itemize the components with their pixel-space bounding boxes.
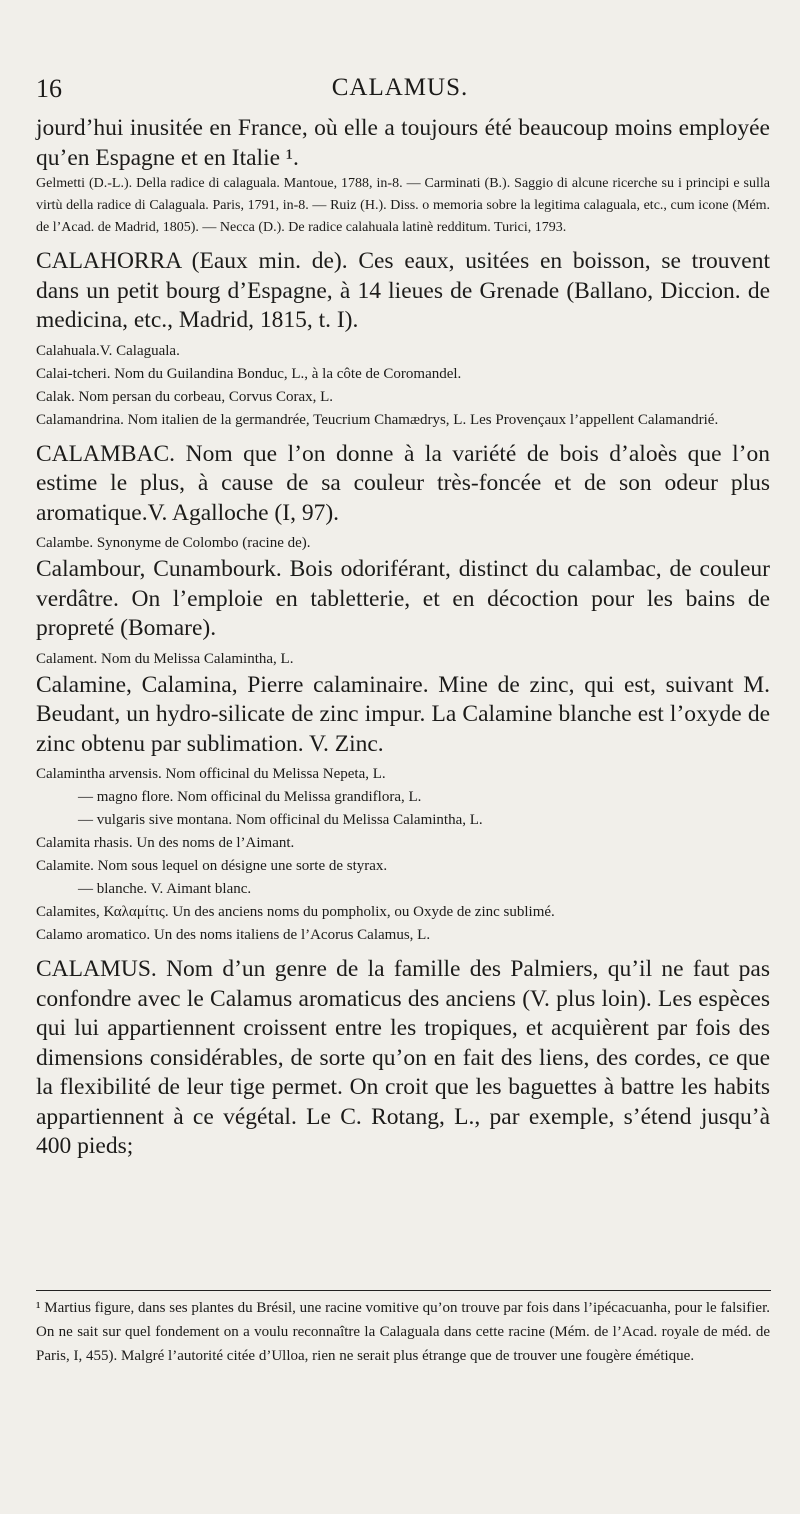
main-text xyxy=(36,114,770,1162)
footnote: ¹ Martius figure, dans ses plantes du Brésil, une racine vomitive qu’on trouve par fois dans l’ipécacuanha, pour le falsifier. On ne sait sur quel fondement on a voulu reconnaître la Calaguala dans cette racine (Mém. de l’Acad. royale de méd. de Paris, I, 455). Malgré l’autorité citée d’Ulloa, rien ne serait plus étrange que de trouver une fougère émétique. xyxy=(36,1300,770,1364)
page-number: 16 xyxy=(36,74,62,103)
entry-calamita-rhasis: Calamita rhasis. Un des noms de l’Aimant. xyxy=(36,835,295,851)
footnote-rule xyxy=(36,1290,771,1291)
entry-calambour: Calambour, Cunambourk. Bois odoriférant, distinct du calambac, de couleur verdâtre. On l’emploie en tabletterie, et en décoction pour les bains de propreté (Bomare). xyxy=(36,556,770,641)
entry-calamus: CALAMUS. Nom d’un genre de la famille des Palmiers, qu’il ne faut pas confondre avec le Calamus aromaticus des anciens (V. plus loin). Les espèces qui lui appartiennent croissent entre les tropiques, et acquièrent par fois des dimensions considérables, de sorte qu’on en fait des liens, des cordes, ce que la flexibilité de leur tige permet. On croit que les baguettes à battre les habits appartiennent à ce végétal. Le C. Rotang, L., par exemple, s’étend jusqu’à 400 pieds; xyxy=(36,956,770,1159)
entry-calamites: Calamites, Καλαμίτις. Un des anciens noms du pompholix, ou Oxyde de zinc sublimé. xyxy=(36,904,555,920)
entry-calamintha-arvensis: Calamintha arvensis. Nom officinal du Melissa Nepeta, L. xyxy=(36,766,386,782)
page-header xyxy=(0,74,800,114)
entry-calahuala: Calahuala.V. Calaguala. xyxy=(36,342,180,359)
entry-calamandrina: Calamandrina. Nom italien de la germandrée, Teucrium Chamædrys, L. Les Provençaux l’appellent Calamandrié. xyxy=(36,411,719,428)
entry-calahorra: CALAHORRA (Eaux min. de). Ces eaux, usitées en boisson, se trouvent dans un petit bourg d’Espagne, à 14 lieues de Grenade (Ballano, Diccion. de medicina, etc., Madrid, 1815, t. I). xyxy=(36,248,770,333)
entry-calamine: Calamine, Calamina, Pierre calaminaire. Mine de zinc, qui est, suivant M. Beudant, un hydro-silicate de zinc impur. La Calamine blanche est l’oxyde de zinc obtenu par sublimation. V. Zinc. xyxy=(36,671,770,757)
entry-calai-tcheri: Calai-tcheri. Nom du Guilandina Bonduc, L., à la côte de Coromandel. xyxy=(36,365,462,382)
entry-calament: Calament. Nom du Melissa Calamintha, L. xyxy=(36,650,294,667)
entry-calamite: Calamite. Nom sous lequel on désigne une sorte de styrax. xyxy=(36,858,388,874)
entry-calamo-aromatico: Calamo aromatico. Un des noms italiens de l’Acorus Calamus, L. xyxy=(36,927,431,943)
entry-calambe: Calambe. Synonyme de Colombo (racine de). xyxy=(36,535,311,551)
entry-calak: Calak. Nom persan du corbeau, Corvus Corax, L. xyxy=(36,388,334,405)
entry-calambac: CALAMBAC. Nom que l’on donne à la variété de bois d’aloès que l’on estime le plus, à cause de sa couleur très-foncée et de son odeur plus aromatique.V. Agalloche (I, 97). xyxy=(36,440,770,526)
entry-calamintha-vulgaris: — vulgaris sive montana. Nom officinal du Melissa Calamintha, L. xyxy=(78,812,483,828)
bibliography-note: Gelmetti (D.-L.). Della radice di calaguala. Mantoue, 1788, in-8. — Carminati (B.). Saggio di alcune ricerche su i principi e sulla virtù della radice di Calaguala. Paris, 1791, in-8. — Ruiz (H.). Diss. o memoria sobre la legitima calaguala, etc., cum icone (Mém. de l’Acad. de Madrid, 1805). — Necca (D.). De radice calahuala latinè redditum. Turici, 1793. xyxy=(36,176,770,235)
continued-paragraph: jourd’hui inusitée en France, où elle a toujours été beaucoup moins employée qu’en Espagne et en Italie ¹. xyxy=(36,115,770,171)
running-head: CALAMUS. xyxy=(331,74,469,101)
entry-calamintha-magno-flore: — magno flore. Nom officinal du Melissa grandiflora, L. xyxy=(78,789,422,805)
entry-calamite-blanche: — blanche. V. Aimant blanc. xyxy=(78,881,252,897)
